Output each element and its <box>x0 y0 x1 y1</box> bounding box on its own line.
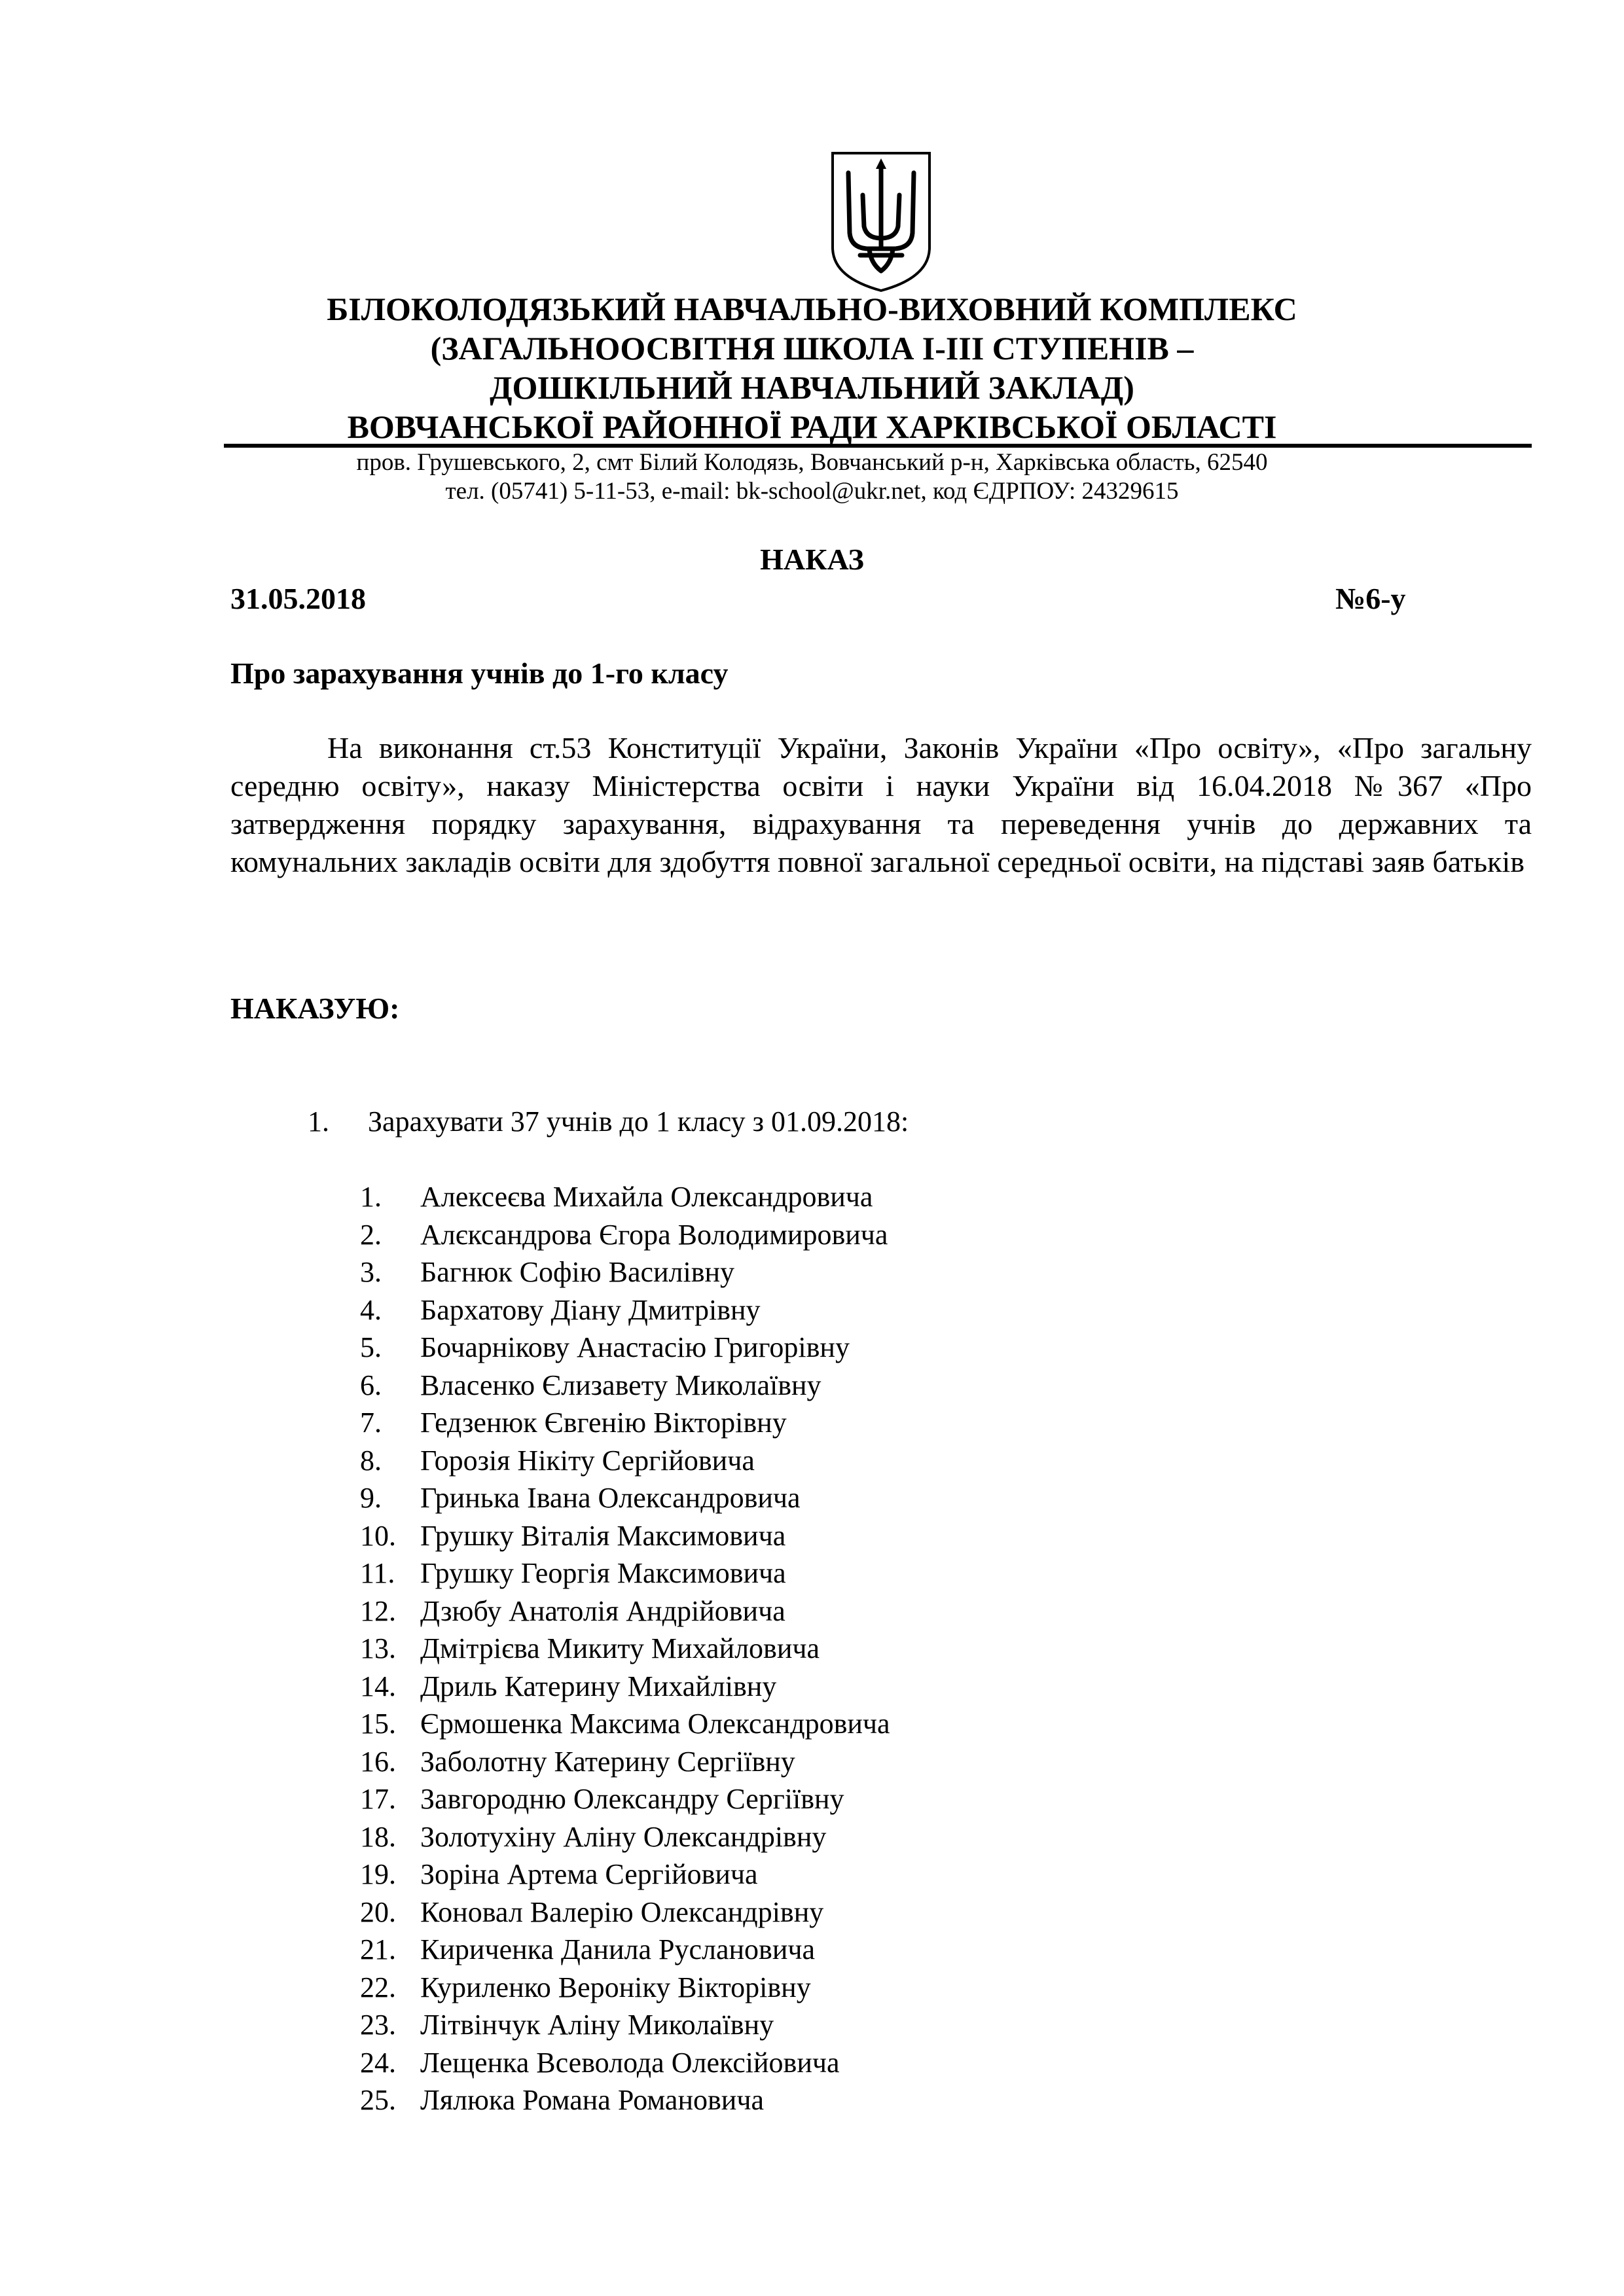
student-number: 9. <box>360 1482 382 1514</box>
order-title: НАКАЗ <box>760 543 864 576</box>
student-name: Дзюбу Анатолія Андрійовича <box>420 1594 785 1627</box>
student-list-item <box>360 1592 1407 1630</box>
student-list-item <box>360 1479 1407 1517</box>
student-name: Лялюка Романа Романовича <box>420 2084 764 2116</box>
student-number: 17. <box>360 1783 396 1815</box>
student-number: 15. <box>360 1708 396 1740</box>
student-name: Грушку Віталія Максимовича <box>420 1519 786 1552</box>
student-name: Горозія Нікіту Сергійовича <box>420 1444 755 1477</box>
student-number: 12. <box>360 1594 396 1627</box>
student-number: 23. <box>360 2009 396 2041</box>
order-date: 31.05.2018 <box>230 582 366 615</box>
institution-name-line-1: БІЛОКОЛОДЯЗЬКИЙ НАВЧАЛЬНО-ВИХОВНИЙ КОМПЛЕКС <box>327 291 1297 327</box>
student-list-item <box>360 1554 1407 1592</box>
student-list-item <box>360 1216 1407 1254</box>
student-name: Золотухіну Аліну Олександрівну <box>420 1820 827 1853</box>
student-list-item <box>360 1442 1407 1480</box>
student-list-item <box>360 1893 1407 1931</box>
student-name: Дмітрієва Микиту Михайловича <box>420 1632 820 1664</box>
student-name: Зоріна Артема Сергійовича <box>420 1858 758 1890</box>
student-name: Бочарнікову Анастасію Григорівну <box>420 1331 850 1363</box>
student-list-item <box>360 2044 1407 2082</box>
student-number: 8. <box>360 1444 382 1477</box>
student-list-item <box>360 1253 1407 1291</box>
student-list-item <box>360 1931 1407 1969</box>
student-number: 5. <box>360 1331 382 1363</box>
order-subject: Про зарахування учнів до 1-го класу <box>230 656 729 690</box>
order-item-text: Зарахувати 37 учнів до 1 класу з 01.09.2018: <box>368 1105 909 1138</box>
student-number: 1. <box>360 1181 382 1213</box>
student-name: Алєксандрова Єгора Володимировича <box>420 1218 888 1251</box>
student-number: 24. <box>360 2046 396 2079</box>
student-list-item <box>360 1780 1407 1818</box>
student-number: 13. <box>360 1632 396 1664</box>
student-number: 22. <box>360 1971 396 2003</box>
student-number: 11. <box>360 1557 395 1589</box>
student-name: Лещенка Всеволода Олексійовича <box>420 2046 840 2079</box>
student-number: 6. <box>360 1369 382 1401</box>
student-name: Власенко Єлизавету Миколаївну <box>420 1369 821 1401</box>
order-item-number: 1. <box>308 1105 329 1138</box>
student-name: Дриль Катерину Михайлівну <box>420 1670 777 1702</box>
institution-name-line-3: ДОШКІЛЬНИЙ НАВЧАЛЬНИЙ ЗАКЛАД) <box>490 369 1134 406</box>
student-list-item <box>360 1517 1407 1555</box>
student-name: Бархатову Діану Дмитрівну <box>420 1293 761 1326</box>
tryzub-coat-of-arms-icon <box>829 149 933 295</box>
student-list-item <box>360 1291 1407 1329</box>
student-name: Літвінчук Аліну Миколаївну <box>420 2009 774 2041</box>
institution-name-line-2: (ЗАГАЛЬНООСВІТНЯ ШКОЛА І-ІІІ СТУПЕНІВ – <box>430 330 1194 367</box>
student-number: 4. <box>360 1293 382 1326</box>
student-number: 14. <box>360 1670 396 1702</box>
student-list-item <box>360 1969 1407 2007</box>
order-command: НАКАЗУЮ: <box>230 992 400 1025</box>
student-list <box>360 1178 1407 2119</box>
student-name: Гедзенюк Євгенію Вікторівну <box>420 1407 787 1439</box>
student-list-item <box>360 1818 1407 1856</box>
student-list-item <box>360 1178 1407 1216</box>
student-name: Грушку Георгія Максимовича <box>420 1557 786 1589</box>
student-name: Заболотну Катерину Сергіївну <box>420 1745 795 1778</box>
student-list-item <box>360 1404 1407 1442</box>
student-number: 16. <box>360 1745 396 1778</box>
student-list-item <box>360 1856 1407 1893</box>
student-list-item <box>360 1367 1407 1405</box>
order-number: №6-у <box>1335 582 1406 615</box>
student-number: 21. <box>360 1933 396 1965</box>
order-preamble <box>230 729 1532 881</box>
student-number: 3. <box>360 1256 382 1288</box>
student-name: Єрмошенка Максима Олександровича <box>420 1708 890 1740</box>
student-list-item <box>360 1329 1407 1367</box>
student-number: 7. <box>360 1407 382 1439</box>
student-list-item <box>360 1668 1407 1706</box>
student-number: 19. <box>360 1858 396 1890</box>
student-name: Коновал Валерію Олександрівну <box>420 1895 824 1928</box>
student-name: Завгородню Олександру Сергіївну <box>420 1783 844 1815</box>
institution-name-line-4: ВОВЧАНСЬКОЇ РАЙОННОЇ РАДИ ХАРКІВСЬКОЇ ОБЛАСТІ <box>347 408 1277 445</box>
order-preamble-text: На виконання ст.53 Конституції України, Законів України «Про освіту», «Про загальну середню освіту», наказу Міністерства освіти і науки України від 16.04.2018 №367 «Про затвердження порядку зарахування, відрахування та переведення учнів до державних та комунальних закладів освіти для здобуття повної загальної середньої освіти, на підставі заяв батьків <box>230 731 1532 878</box>
student-list-item <box>360 2006 1407 2044</box>
student-list-item <box>360 1630 1407 1668</box>
student-list-item <box>360 1743 1407 1781</box>
student-name: Гринька Івана Олександровича <box>420 1482 801 1514</box>
student-name: Багнюк Софію Василівну <box>420 1256 735 1288</box>
student-number: 25. <box>360 2084 396 2116</box>
student-name: Алексеєва Михайла Олександровича <box>420 1181 873 1213</box>
student-number: 10. <box>360 1519 396 1552</box>
student-number: 2. <box>360 1218 382 1251</box>
student-number: 18. <box>360 1820 396 1853</box>
institution-address: пров. Грушевського, 2, смт Білий Колодязь, Вовчанський р-н, Харківська область, 62540 <box>356 449 1268 476</box>
student-name: Куриленко Вероніку Вікторівну <box>420 1971 811 2003</box>
student-name: Кириченка Данила Руслановича <box>420 1933 816 1965</box>
student-list-item <box>360 1705 1407 1743</box>
student-number: 20. <box>360 1895 396 1928</box>
institution-contacts: тел. (05741) 5-11-53, e-mail: bk-school@ukr.net, код ЄДРПОУ: 24329615 <box>445 478 1179 505</box>
student-list-item <box>360 2081 1407 2119</box>
